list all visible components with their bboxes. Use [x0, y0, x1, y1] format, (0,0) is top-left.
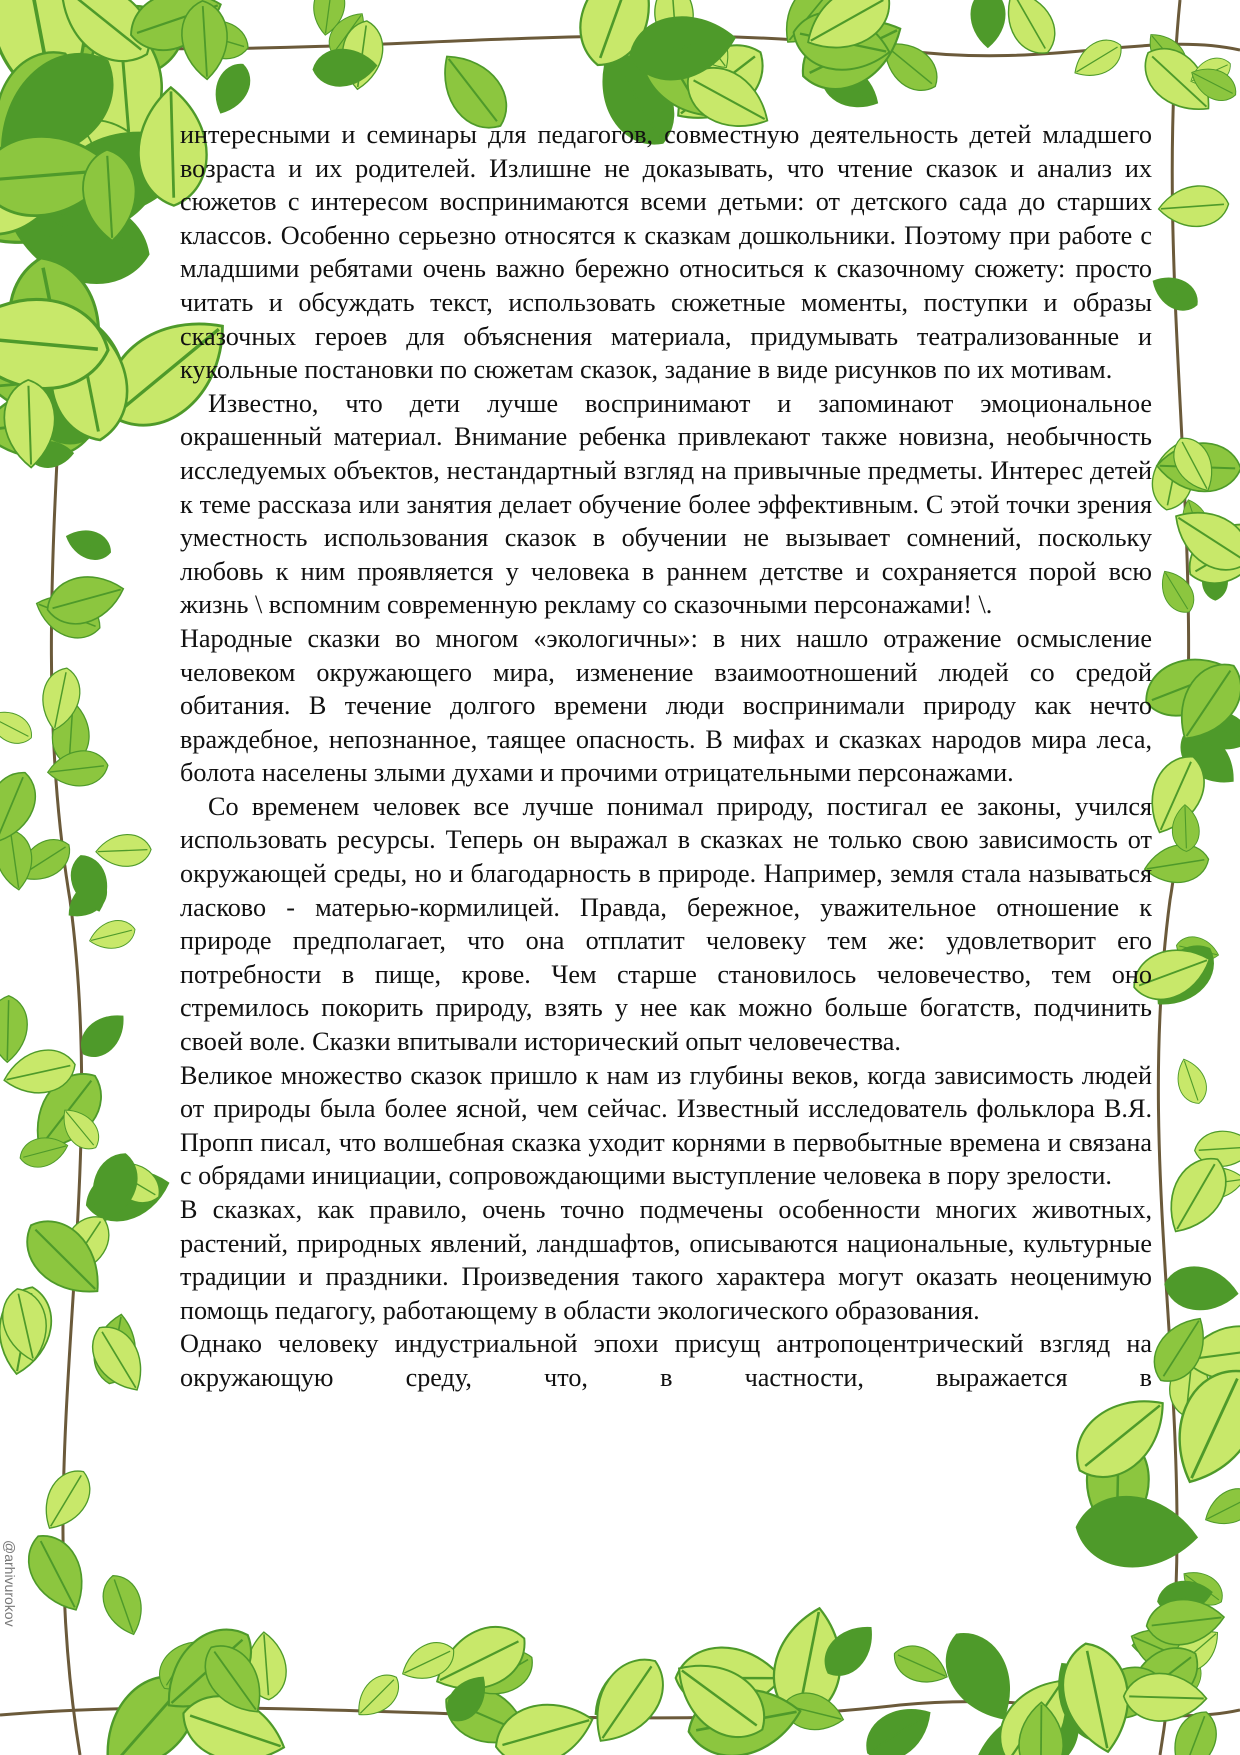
paragraph-3: Народные сказки во многом «экологичны»: в них нашло отражение осмысление человеком окружающего мира, изменение взаимоотношений людей со средой обитания. В течение долгого времени люди воспринимали природу как нечто враждебное, непознанное, таящее опасность. В мифах и сказках народов мира леса, болота населены злыми духами и прочими отрицательными персонажами.: [180, 623, 1152, 788]
paragraph-1: интересными и семинары для педагогов, совместную деятельность детей младшего возраста и их родителей. Излишне не доказывать, что чтение сказок и анализ их сюжетов с интересом воспринимаются всеми детьми: от детского сада до старших классов. Особенно серьезно относятся к сказкам дошкольники. Поэтому при работе с младшими ребятами очень важно бережно относиться к сказочному сюжету: просто читать и обсуждать текст, использовать сюжетные моменты, поступки и образы сказочных героев для объяснения материала, придумывать театрализованные и кукольные постановки по сюжетам сказок, задание в виде рисунков по их мотивам.: [180, 120, 1152, 385]
paragraph-4: Со временем человек все лучше понимал природу, постигал ее законы, учился использовать ресурсы. Теперь он выражал в сказках не только свою зависимость от окружающей среды, но и благодарность в природе. Например, земля стала называться ласково - матерью-кормилицей. Правда, бережное, уважительное отношение к природе предполагает, что она отплатит человеку тем же: удовлетворит его потребности в пище, крове. Чем старше становилось человечество, тем оно стремилось покорить природу, взять у нее как можно больше богатств, подчинить своей воле. Сказки впитывали исторический опыт человечества.: [180, 791, 1152, 1057]
leaf-icon: [0, 995, 28, 1062]
paragraph-5: Великое множество сказок пришло к нам из глубины веков, когда зависимость людей от природы была более ясной, чем сейчас. Известный исследователь фольклора В.Я. Пропп писал, что волшебная сказка уходит корнями в первобытные времена и связана с обрядами инициации, сопровождающими выступление человека в пору зрелости.: [180, 1060, 1152, 1191]
leaf-icon: [1067, 32, 1129, 86]
document-body: [180, 118, 1152, 1395]
leaf-icon: [1162, 1263, 1240, 1314]
leaf-icon: [62, 524, 115, 565]
leaf-icon: [95, 834, 151, 868]
leaf-icon: [1157, 184, 1230, 229]
leaf-icon: [1142, 841, 1212, 888]
leaf-icon: [96, 1570, 151, 1641]
leaf-icon: [578, 1645, 678, 1755]
paragraph-2: Известно, что дети лучше воспринимают и запоминают эмоциональное окрашенный материал. Внимание ребенка привлекают также новизна, необычность исследуемых объектов, нестандартный взгляд на привычные предметы. Интерес детей к теме рассказа или занятия делает обучение более эффективным. С этой точки зрения уместность использования сказок в обучении не вызывает сомнений, поскольку любовь к ним проявляется у человека в раннем детстве и сохраняется порой всю жизнь \ вспомним современную рекламу со сказочными персонажами! \.: [180, 388, 1152, 620]
leaf-icon: [1199, 1481, 1240, 1534]
leaf-icon: [82, 1317, 155, 1401]
paragraph-7: Однако человеку индустриальной эпохи присущ антропоцентрический взгляд на окружающую среду, что, в частности, выражается в: [180, 1329, 1152, 1392]
paragraph-6: В сказках, как правило, очень точно подмечены особенности многих животных, растений, природных явлений, ландшафтов, описываются национальные, культурные традиции и праздники. Произведения такого характера могут оказать неоценимую помощь педагогу, работающему в области экологического образования.: [180, 1195, 1152, 1325]
leaf-icon: [0, 703, 38, 750]
leaf-icon: [17, 1525, 97, 1620]
leaf-icon: [971, 0, 1005, 47]
leaf-icon: [1171, 1055, 1212, 1108]
leaf-icon: [348, 1666, 407, 1725]
leaf-icon: [86, 916, 138, 954]
watermark: @arhivurokov: [2, 1540, 18, 1627]
leaf-icon: [888, 1638, 954, 1692]
leaf-icon: [33, 1462, 100, 1538]
